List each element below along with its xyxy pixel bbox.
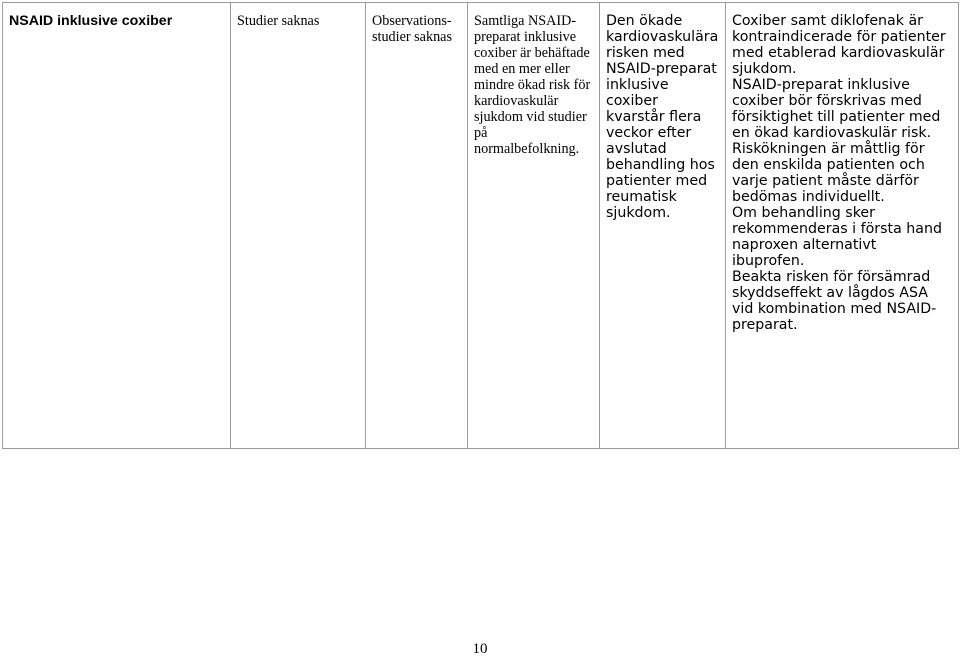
risk-cell: Den ökade kardiovaskulära risken med NSAID-preparat inklusive coxiber kvarstår flera veckor efter avslutad behandling hos patienter med reumatisk sjukdom.: [600, 3, 726, 449]
observational-line-1: Observations-: [372, 13, 452, 29]
recommendation-paragraph: Om behandling sker rekommenderas i första hand naproxen alternativt ibuprofen.: [732, 205, 942, 269]
recommendation-paragraph: Beakta risken för försämrad skyddseffekt av lågdos ASA vid kombination med NSAID-preparat.: [732, 269, 937, 333]
evidence-table: [2, 2, 959, 449]
observational-line-2: studier saknas: [372, 29, 452, 45]
recommendation-cell: [726, 3, 959, 449]
drug-cell: NSAID inklusive coxiber: [3, 3, 231, 449]
table-row: [3, 3, 959, 449]
studies-cell: Studier saknas: [231, 3, 366, 449]
page-number: 10: [472, 641, 488, 657]
recommendation-paragraph: Coxiber samt diklofenak är kontraindicerade för patienter med etablerad kardiovaskulär sjukdom.: [732, 13, 946, 77]
recommendation-paragraph: NSAID-preparat inklusive coxiber bör förskrivas med försiktighet till patienter med en ökad kardiovaskulär risk. Riskökningen är måttlig för den enskilda patienten och varje patient måste därför bedömas individuellt.: [732, 77, 941, 205]
observational-studies-cell: [366, 3, 468, 449]
summary-cell: Samtliga NSAID-preparat inklusive coxiber är behäftade med en mer eller mindre ökad risk för kardiovaskulär sjukdom vid studier på normalbefolkning.: [468, 3, 600, 449]
